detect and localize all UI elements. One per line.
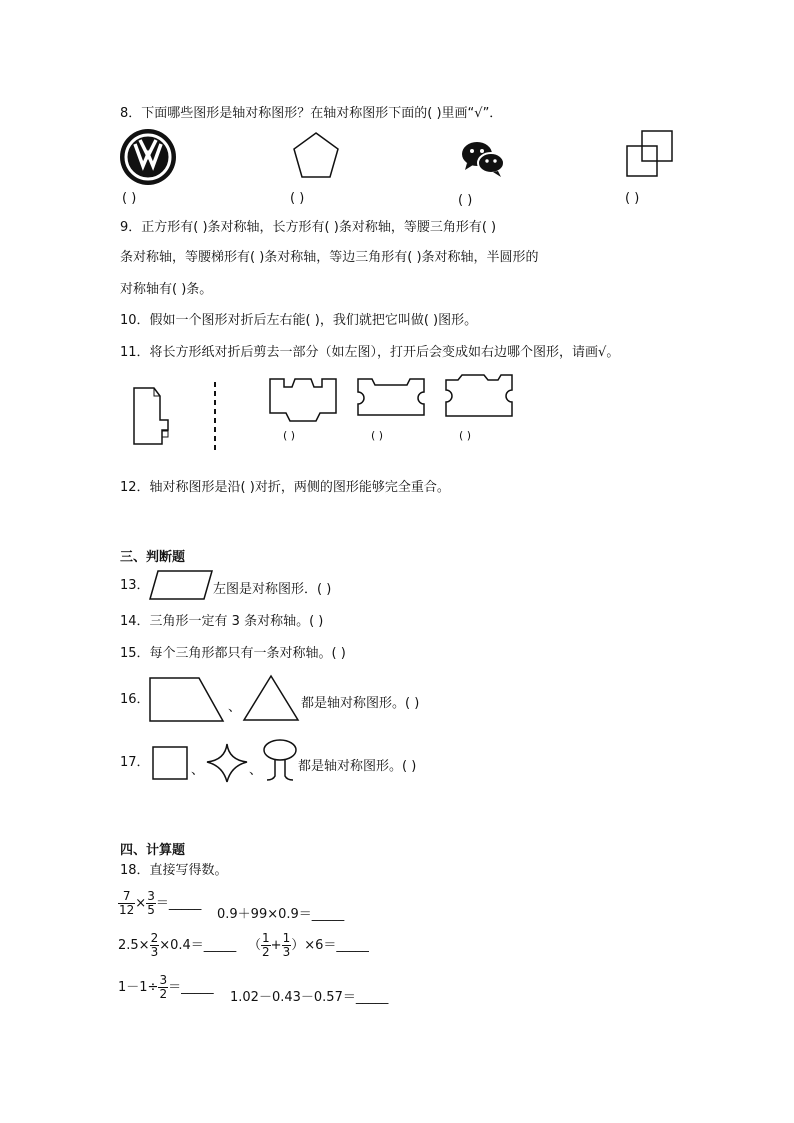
question-13-number: 13． <box>120 578 150 593</box>
q8-answer-4[interactable]: ( ) <box>625 191 640 206</box>
option-shape-b <box>356 375 426 423</box>
calc-row-1-a: $\frac{7}{12}$ × $\frac{3}{5}$ ＝_____ <box>119 889 202 917</box>
question-9-line-1: 9．正方形有( )条对称轴，长方形有( )条对称轴，等腰三角形有( ) <box>120 220 497 235</box>
q17-separator-1: 、 <box>191 763 205 778</box>
pentagon-icon <box>291 131 341 179</box>
question-17-text: 都是轴对称图形。( ) <box>298 759 417 774</box>
q16-separator: 、 <box>228 700 242 715</box>
calc-row-2-b: （ $\frac{1}{2}$ + $\frac{1}{3}$ ）×6＝_____ <box>248 931 369 959</box>
parallelogram-icon <box>148 569 214 601</box>
q8-answer-1[interactable]: ( ) <box>122 191 137 206</box>
question-10-text: 10．假如一个图形对折后左右能( )，我们就把它叫做( )图形。 <box>120 313 478 328</box>
calc-row-1-b: 0.9＋99×0.9＝_____ <box>217 907 345 922</box>
question-16-number: 16． <box>120 692 150 707</box>
q11-answer-3[interactable]: ( ) <box>459 429 472 442</box>
question-11-text: 11．将长方形纸对折后剪去一部分（如左图），打开后会变成如右边哪个图形，请画√。 <box>120 345 620 360</box>
mushroom-icon <box>261 738 299 782</box>
calc-row-3-a: 1－1÷ $\frac{3}{2}$ ＝_____ <box>118 973 214 1001</box>
section-4-title: 四、计算题 <box>120 843 186 858</box>
right-trapezoid-icon <box>149 677 225 723</box>
q17-separator-2: 、 <box>249 763 263 778</box>
question-8-text: 8．下面哪些图形是轴对称图形？在轴对称图形下面的( )里画“√”． <box>120 106 503 121</box>
question-14-text: 14．三角形一定有 3 条对称轴。( ) <box>120 614 324 629</box>
question-9-line-2: 条对称轴，等腰梯形有( )条对称轴，等边三角形有( )条对称轴，半圆形的 <box>120 250 539 265</box>
q11-answer-1[interactable]: ( ) <box>283 429 296 442</box>
question-16-text: 都是轴对称图形。( ) <box>301 696 420 711</box>
question-13-text: 左图是对称图形．( ) <box>213 582 332 597</box>
question-18-text: 18．直接写得数。 <box>120 863 228 878</box>
question-9-line-3: 对称轴有( )条。 <box>120 282 213 297</box>
section-3-title: 三、判断题 <box>120 550 186 565</box>
option-shape-c <box>444 372 514 420</box>
q8-answer-3[interactable]: ( ) <box>458 193 473 208</box>
vw-logo-icon <box>119 128 177 186</box>
folded-paper-figure <box>132 384 184 448</box>
curved-diamond-icon <box>205 742 249 784</box>
triangle-icon <box>242 674 300 722</box>
fold-line <box>210 382 220 452</box>
calc-row-3-b: 1.02－0.43－0.57＝_____ <box>230 990 389 1005</box>
question-12-text: 12．轴对称图形是沿( )对折，两侧的图形能够完全重合。 <box>120 480 450 495</box>
square-icon <box>151 745 189 781</box>
question-17-number: 17． <box>120 755 150 770</box>
overlapping-squares-icon <box>626 130 674 178</box>
q11-answer-2[interactable]: ( ) <box>371 429 384 442</box>
option-shape-a <box>268 375 338 423</box>
q8-answer-2[interactable]: ( ) <box>290 191 305 206</box>
calc-row-2-a: 2.5× $\frac{2}{3}$ ×0.4＝_____ <box>118 931 237 959</box>
wechat-icon <box>460 139 506 179</box>
question-15-text: 15．每个三角形都只有一条对称轴。( ) <box>120 646 346 661</box>
